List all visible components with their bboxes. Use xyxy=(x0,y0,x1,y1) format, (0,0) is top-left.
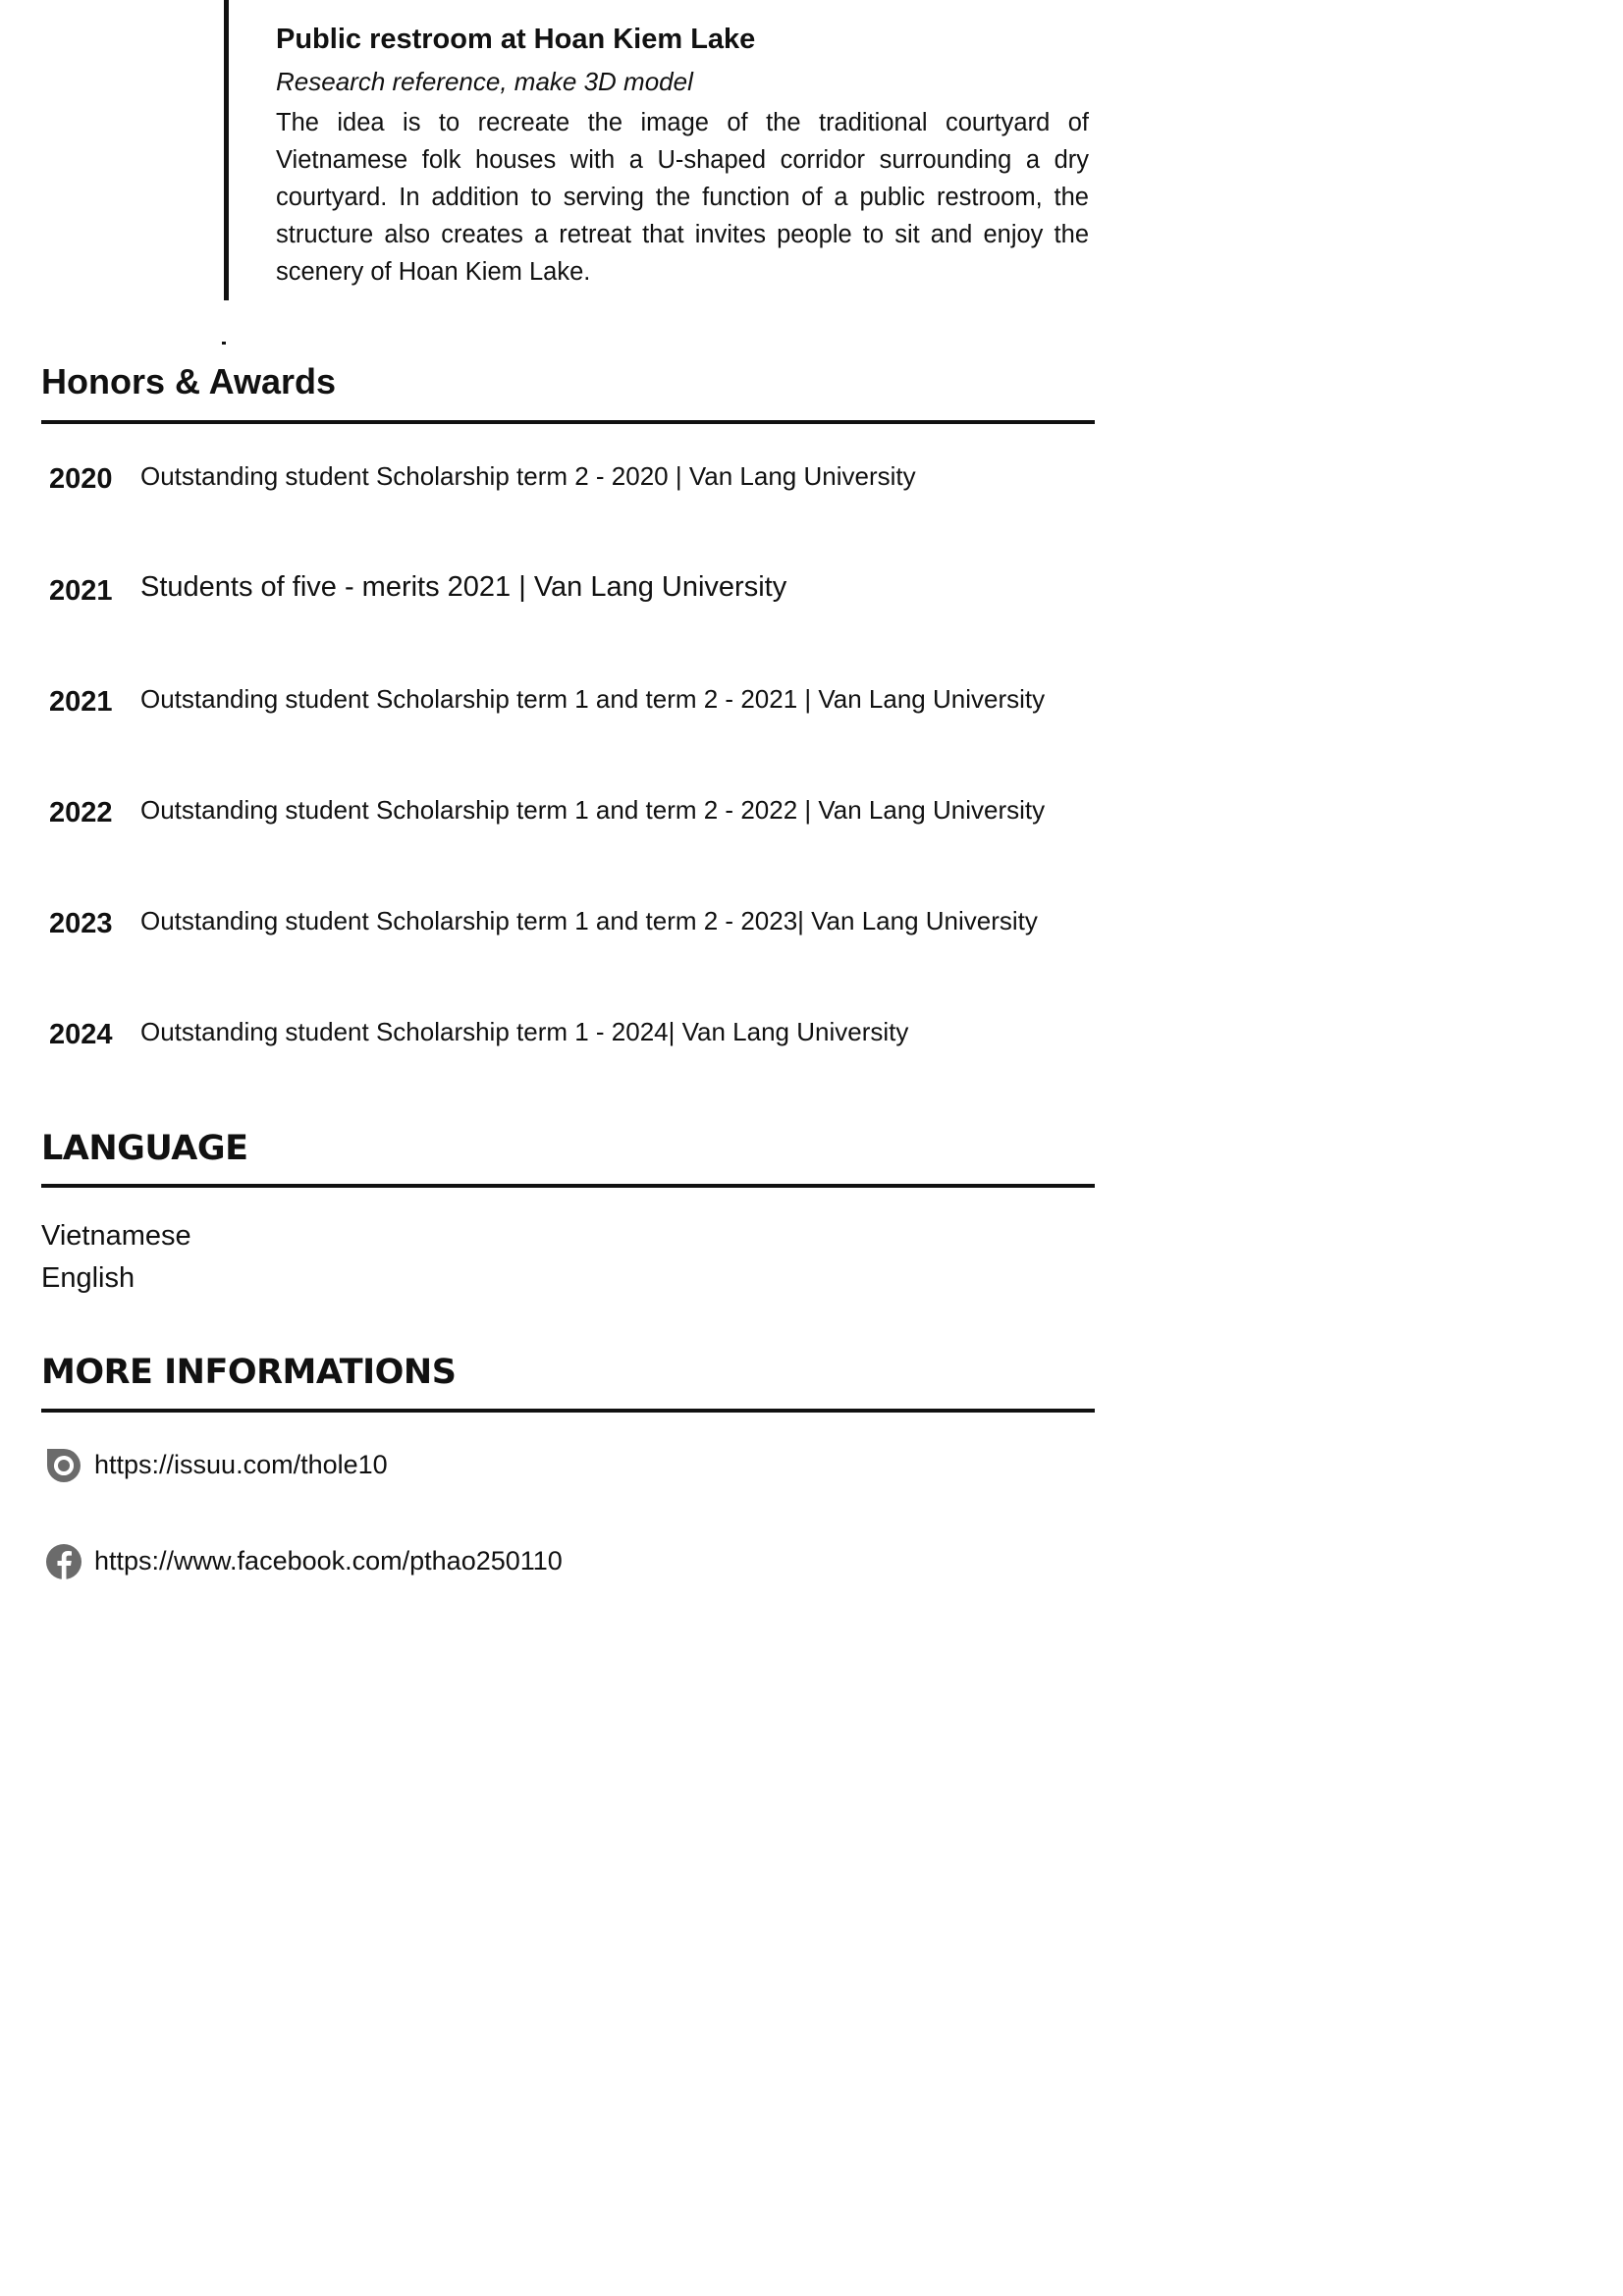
section-title-language: LANGUAGE xyxy=(41,1129,248,1168)
award-item xyxy=(49,902,1090,951)
award-text: Outstanding student Scholarship term 1 - 2024| Van Lang University xyxy=(140,1017,909,1046)
award-year: 2024 xyxy=(49,1019,113,1050)
award-text: Students of five - merits 2021 | Van Lang University xyxy=(140,571,787,603)
award-item xyxy=(49,791,1090,840)
award-year: 2021 xyxy=(49,575,113,607)
section-divider xyxy=(41,420,1095,424)
language-item: English xyxy=(41,1262,135,1294)
project-entry xyxy=(224,0,1093,300)
project-description: The idea is to recreate the image of the traditional courtyard of Vietnamese folk houses with a U-shaped corridor surrounding a dry courtyard. In addition to serving the function of a public restroom, the structure also creates a retreat that invites people to sit and enjoy the scenery of Hoan Kiem Lake. xyxy=(276,109,1089,286)
award-text: Outstanding student Scholarship term 1 and term 2 - 2023| Van Lang University xyxy=(140,906,1038,935)
award-text: Outstanding student Scholarship term 1 and term 2 - 2021 | Van Lang University xyxy=(140,684,1046,714)
section-divider xyxy=(41,1409,1095,1413)
award-year: 2020 xyxy=(49,463,113,495)
timeline-end-mark xyxy=(222,342,226,345)
issuu-link[interactable]: https://issuu.com/thole10 xyxy=(94,1450,388,1479)
award-year: 2022 xyxy=(49,797,113,828)
facebook-icon xyxy=(45,1543,82,1580)
link-item-issuu[interactable] xyxy=(45,1445,732,1488)
section-divider xyxy=(41,1184,1095,1188)
section-title-more-info: MORE INFORMATIONS xyxy=(41,1353,457,1392)
project-title: Public restroom at Hoan Kiem Lake xyxy=(276,24,756,55)
language-item: Vietnamese xyxy=(41,1220,191,1252)
issuu-icon xyxy=(45,1447,82,1484)
section-title-awards: Honors & Awards xyxy=(41,361,337,401)
award-text: Outstanding student Scholarship term 1 and term 2 - 2022 | Van Lang University xyxy=(140,795,1046,825)
link-item-facebook[interactable] xyxy=(45,1541,732,1584)
award-year: 2021 xyxy=(49,686,113,718)
award-text: Outstanding student Scholarship term 2 - 2020 | Van Lang University xyxy=(140,461,916,491)
facebook-link[interactable]: https://www.facebook.com/pthao250110 xyxy=(94,1546,563,1575)
award-item xyxy=(49,680,1090,729)
award-year: 2023 xyxy=(49,908,113,939)
award-item xyxy=(49,569,1090,618)
project-subtitle: Research reference, make 3D model xyxy=(276,67,693,96)
award-item xyxy=(49,1013,1090,1062)
award-item xyxy=(49,457,1090,507)
